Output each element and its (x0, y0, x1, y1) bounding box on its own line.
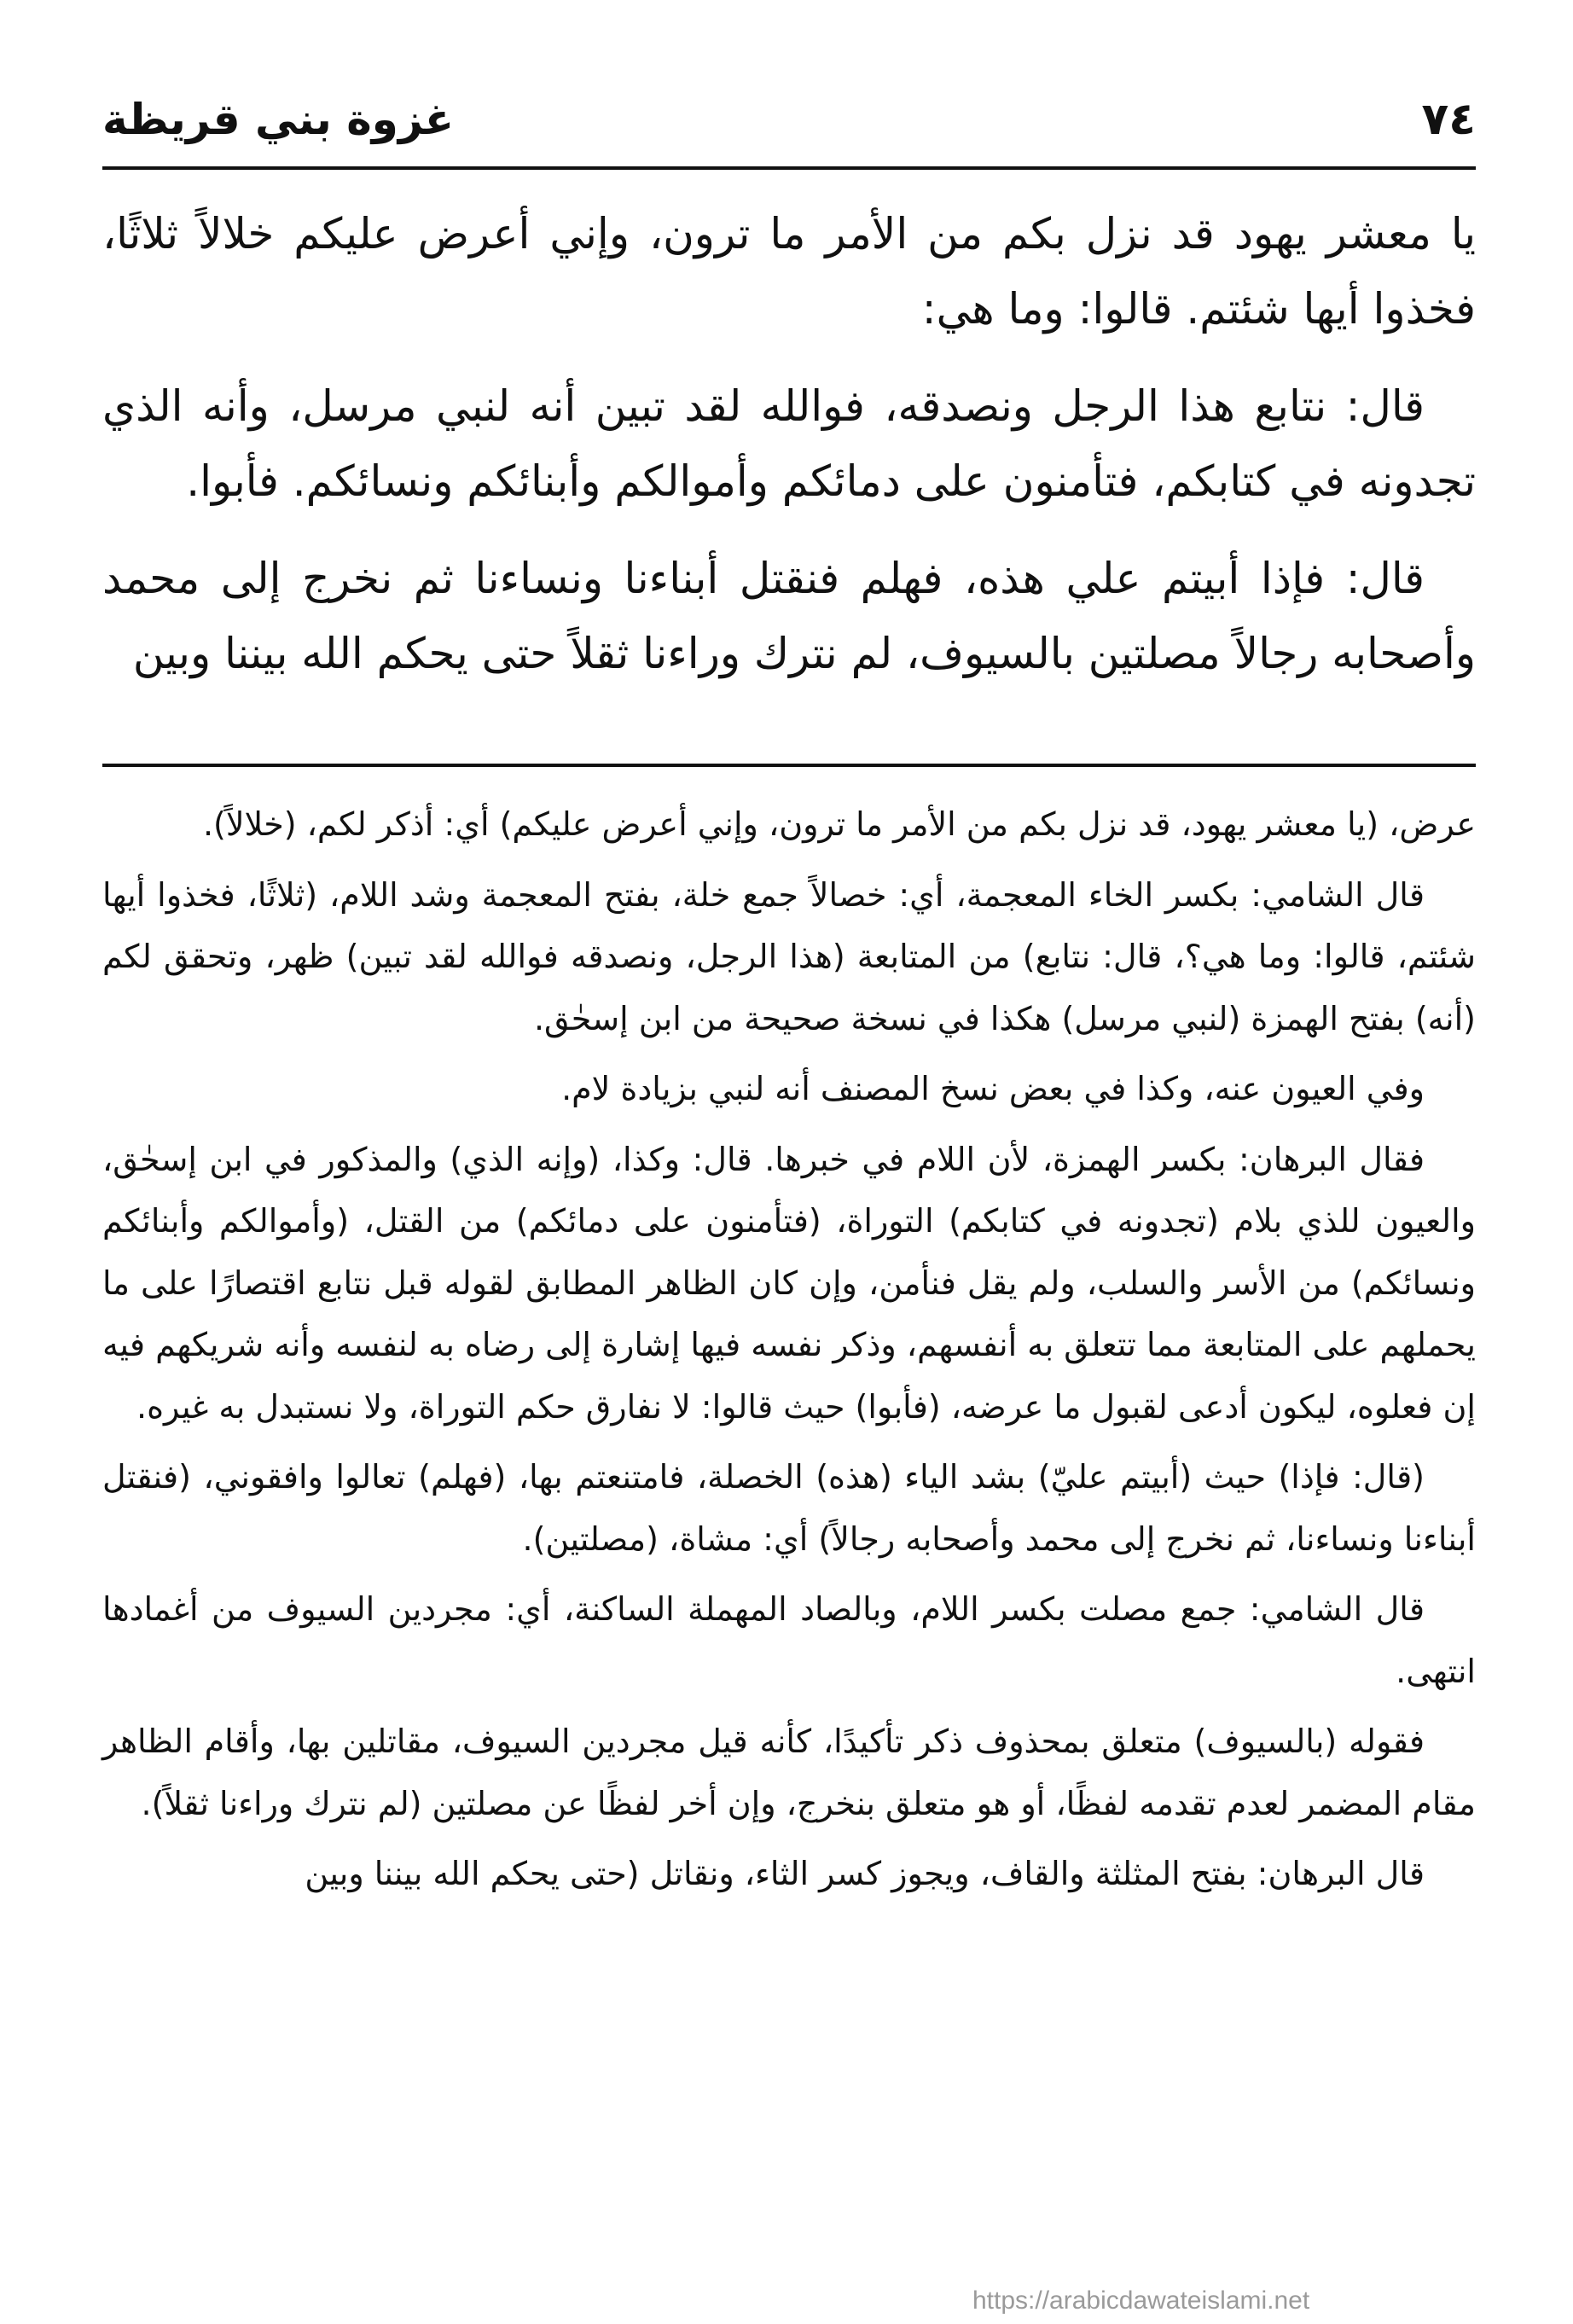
commentary-paragraph: فقوله (بالسيوف) متعلق بمحذوف ذكر تأكيدًا، كأنه قيل مجردين السيوف، مقاتلين بها، وأقام الظاهر مقام المضمر لعدم تقدمه لفظًا، أو هو متعلق بنخرج، وإن أخر لفظًا عن مصلتين (لم نترك وراءنا ثقلاً). (102, 1723, 1476, 1822)
commentary-paragraph: فقال البرهان: بكسر الهمزة، لأن اللام في خبرها. قال: وكذا، (وإنه الذي) والمذكور في ابن إسحٰق، والعيون للذي بلام (تجدونه في كتابكم) التوراة، (فتأمنون على دمائكم) من القتل، (وأموالكم وأبنائكم ونسائكم) من الأسر والسلب، ولم يقل فنأمن، وإن كان الظاهر المطابق لقوله قبل نتابع اقتصارًا على ما يحملهم على المتابعة مما تتعلق به أنفسهم، وذكر نفسه فيها إشارة إلى رضاه به لنفسه وأنه شريكهم فيه إن فعلوه، ليكون أدعى لقبول ما عرضه، (فأبوا) حيث قالوا: لا نفارق حكم التوراة، ولا نستبدل به غيره. (102, 1140, 1476, 1426)
watermark-url: https://arabicdawateislami.net (972, 2286, 1310, 2315)
page-header (102, 85, 1476, 154)
footnote-divider (102, 764, 1476, 767)
header-divider (102, 166, 1476, 170)
main-paragraph: قال: نتابع هذا الرجل ونصدقه، فوالله لقد تبين أنه لنبي مرسل، وأنه الذي تجدونه في كتابكم، فتأمنون على دمائكم وأموالكم وأبنائكم ونسائكم. فأبوا. (102, 381, 1476, 506)
commentary-paragraph: (قال: فإذا) حيث (أبيتم عليّ) بشد الياء (هذه) الخصلة، فامتنعتم بها، (فهلم) تعالوا وافقوني، (فنقتل أبناءنا ونساءنا، ثم نخرج إلى محمد وأصحابه رجالاً) أي: مشاة، (مصلتين). (102, 1458, 1476, 1558)
book-page (102, 0, 1476, 2324)
commentary-paragraph: وفي العيون عنه، وكذا في بعض نسخ المصنف أنه لنبي بزيادة لام. (561, 1070, 1425, 1107)
commentary-paragraph: قال الشامي: بكسر الخاء المعجمة، أي: خصالاً جمع خلة، بفتح المعجمة وشد اللام، (ثلاثًا، فخذوا أيها شئتم، قالوا: وما هي؟، قال: نتابع) من المتابعة (هذا الرجل، ونصدقه فوالله لقد تبين) ظهر، وتحقق لكم (أنه) بفتح الهمزة (لنبي مرسل) هكذا في نسخة صحيحة من ابن إسحٰق. (102, 875, 1476, 1037)
running-title: غزوة بني قريظة (102, 95, 455, 144)
main-paragraph: يا معشر يهود قد نزل بكم من الأمر ما ترون، وإني أعرض عليكم خلالاً ثلاثًا، فخذوا أيها شئتم. قالوا: وما هي: (102, 209, 1476, 334)
commentary-paragraph: عرض، (يا معشر يهود، قد نزل بكم من الأمر ما ترون، وإني أعرض عليكم) أي: أذكر لكم، (خلالاً). (202, 805, 1476, 843)
commentary-paragraph: قال الشامي: جمع مصلت بكسر اللام، وبالصاد المهملة الساكنة، أي: مجردين السيوف من أغمادها انتهى. (102, 1590, 1476, 1690)
page-number: ٧٤ (1421, 94, 1476, 145)
commentary-text (102, 793, 1476, 1914)
commentary-paragraph: قال البرهان: بفتح المثلثة والقاف، ويجوز كسر الثاء، ونقاتل (حتى يحكم الله بيننا وبين (305, 1855, 1425, 1892)
main-paragraph: قال: فإذا أبيتم علي هذه، فهلم فنقتل أبناءنا ونساءنا ثم نخرج إلى محمد وأصحابه رجالاً مصلتين بالسيوف، لم نترك وراءنا ثقلاً حتى يحكم الله بيننا وبين (102, 554, 1476, 678)
main-text (102, 196, 1476, 713)
